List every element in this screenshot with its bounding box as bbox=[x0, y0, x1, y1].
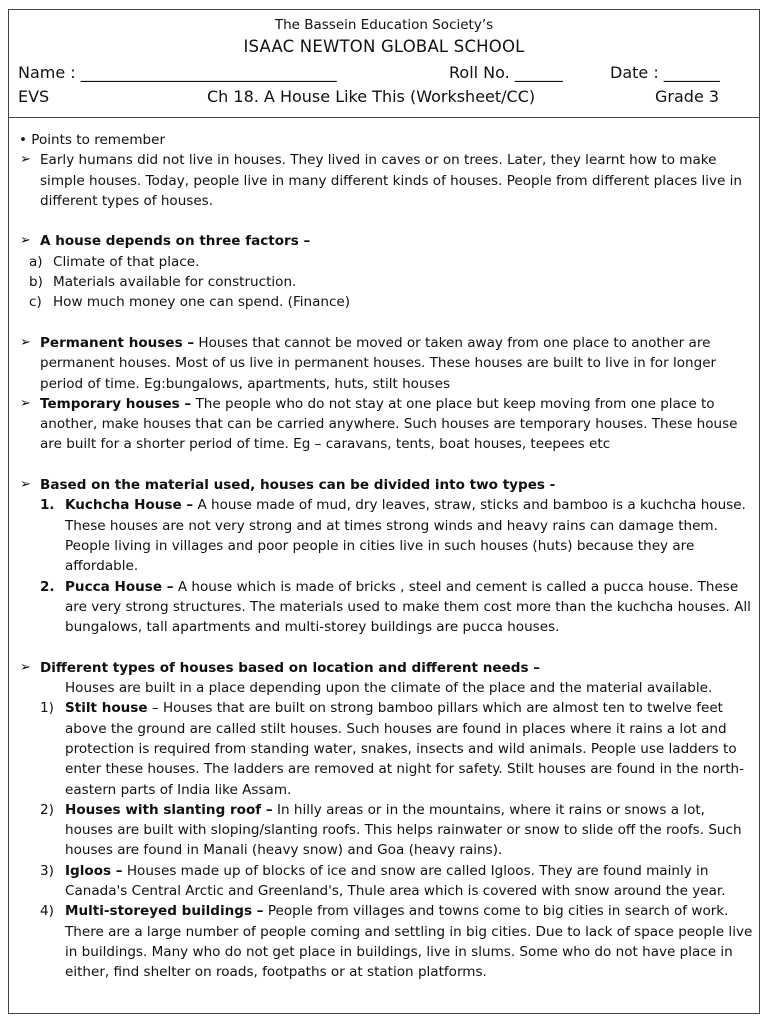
intro-paragraph bbox=[9, 150, 759, 211]
header-divider bbox=[9, 117, 759, 118]
worksheet-frame bbox=[8, 9, 760, 1014]
list-item bbox=[9, 292, 759, 312]
list-marker: 4) bbox=[40, 903, 54, 920]
location-intro: Houses are built in a place depending upon the climate of the place and the material available. bbox=[65, 680, 713, 697]
list-marker: 1) bbox=[40, 700, 54, 717]
pucca-text: A house which is made of bricks , steel and cement is called a pucca house. These are very strong structures. The materials used to make them cost more than the kuchcha houses. All bungalows, tall apartments and multi-storey buildings are pucca houses. bbox=[65, 578, 751, 636]
slanting-roof-term: Houses with slanting roof – bbox=[65, 801, 273, 818]
date-field-label: Date : _______ bbox=[610, 63, 720, 82]
society-name: The Bassein Education Society’s bbox=[274, 17, 494, 33]
arrow-bullet-icon: ➢ bbox=[20, 395, 31, 411]
list-item bbox=[9, 272, 759, 292]
list-text: How much money one can spend. (Finance) bbox=[53, 294, 351, 311]
slanting-roof-text: In hilly areas or in the mountains, where it rains or snows a lot, houses are built with sloping/slanting roofs. This helps rainwater or snow to slide off the roofs. Such houses are found in Manali (heavy snow) and Goa (heavy rains). bbox=[65, 801, 742, 859]
list-item bbox=[9, 800, 759, 861]
roll-no-field-label: Roll No. ______ bbox=[449, 63, 563, 82]
list-marker: 3) bbox=[40, 862, 54, 879]
igloos-term: Igloos – bbox=[65, 862, 123, 879]
list-marker: 1. bbox=[40, 497, 55, 514]
grade-label: Grade 3 bbox=[655, 87, 720, 106]
list-item bbox=[9, 577, 759, 638]
list-item bbox=[9, 861, 759, 902]
stilt-house-term: Stilt house bbox=[65, 700, 148, 717]
location-heading bbox=[9, 658, 759, 678]
arrow-bullet-icon: ➢ bbox=[20, 334, 31, 350]
list-text: Climate of that place. bbox=[53, 253, 200, 270]
list-text: Materials available for construction. bbox=[53, 274, 297, 291]
list-item bbox=[9, 901, 759, 982]
school-name: ISAAC NEWTON GLOBAL SCHOOL bbox=[243, 37, 525, 56]
permanent-text: Houses that cannot be moved or taken away from one place to another are permanent houses. Most of us live in permanent houses. These houses are built to live in for longer period of time. Eg:bungalows, apartments, huts, stilt houses bbox=[40, 334, 717, 392]
list-item bbox=[9, 252, 759, 272]
arrow-bullet-icon: ➢ bbox=[20, 152, 31, 168]
list-marker: 2. bbox=[40, 578, 55, 595]
chapter-title: Ch 18. A House Like This (Worksheet/CC) bbox=[207, 87, 536, 106]
list-marker: b) bbox=[29, 274, 43, 291]
factors-heading-text: A house depends on three factors – bbox=[40, 233, 311, 250]
arrow-bullet-icon: ➢ bbox=[20, 233, 31, 249]
temporary-text: The people who do not stay at one place but keep moving from one place to another, make houses that can be carried anywhere. Such houses are temporary houses. These house are built for a shorter period of time. Eg – caravans, tents, boat houses, teepees etc bbox=[40, 395, 738, 453]
arrow-bullet-icon: ➢ bbox=[20, 477, 31, 493]
temporary-houses-paragraph bbox=[9, 394, 759, 455]
list-item bbox=[9, 698, 759, 799]
pucca-term: Pucca House – bbox=[65, 578, 174, 595]
location-heading-text: Different types of houses based on location and different needs – bbox=[40, 659, 541, 676]
multi-storeyed-term: Multi-storeyed buildings – bbox=[65, 903, 264, 920]
list-item bbox=[9, 495, 759, 576]
kuchcha-text: A house made of mud, dry leaves, straw, sticks and bamboo is a kuchcha house. These houses are not very strong and at times strong winds and heavy rains can damage them. People living in villages and poor people in cities live in such houses (huts) because they are affordable. bbox=[65, 497, 746, 575]
list-marker: 2) bbox=[40, 801, 54, 818]
subject-label: EVS bbox=[18, 87, 50, 106]
arrow-bullet-icon: ➢ bbox=[20, 659, 31, 675]
intro-text: Early humans did not live in houses. They lived in caves or on trees. Later, they learnt how to make simple houses. Today, people live in many different kinds of houses. People from different places live in different types of houses. bbox=[40, 152, 743, 209]
material-heading-text: Based on the material used, houses can be divided into two types - bbox=[40, 477, 556, 494]
list-marker: c) bbox=[29, 294, 42, 311]
name-field-label: Name : ________________________________ bbox=[18, 63, 337, 82]
kuchcha-term: Kuchcha House – bbox=[65, 497, 194, 514]
multi-storeyed-text: People from villages and towns come to big cities in search of work. There are a large number of people coming and settling in big cities. Due to lack of space people live in buildings. Many who do not get place in buildings, live in slums. Some who do not have place in either, find shelter on roads, footpaths or at station platforms. bbox=[65, 903, 753, 981]
worksheet-content bbox=[9, 130, 759, 982]
factors-heading bbox=[9, 231, 759, 251]
permanent-term: Permanent houses – bbox=[40, 334, 195, 351]
points-to-remember-heading: • Points to remember bbox=[19, 132, 166, 148]
stilt-house-text: – Houses that are built on strong bamboo pillars which are almost ten to twelve feet above the ground are called stilt houses. Such houses are found in places where it rains a lot and protection is required from standing water, snakes, insects and wild animals. People use ladders to enter these houses. The ladders are removed at night for safety. Stilt houses are found in the north-eastern parts of India like Assam. bbox=[65, 700, 745, 798]
igloos-text: Houses made up of blocks of ice and snow are called Igloos. They are found mainly in Canada's Central Arctic and Greenland's, Thule area which is covered with snow around the year. bbox=[65, 862, 726, 899]
material-heading bbox=[9, 475, 759, 495]
temporary-term: Temporary houses – bbox=[40, 395, 192, 412]
permanent-houses-paragraph bbox=[9, 333, 759, 394]
list-marker: a) bbox=[29, 253, 43, 270]
